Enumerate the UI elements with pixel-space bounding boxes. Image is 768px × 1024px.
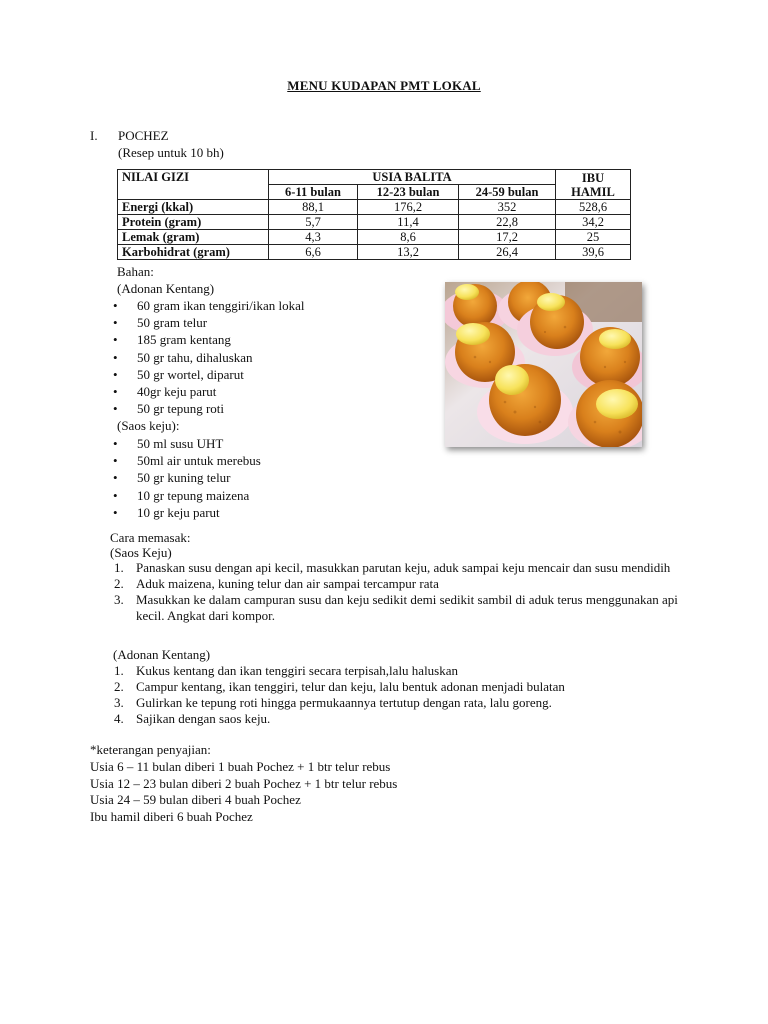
table-cell: 352 xyxy=(459,200,556,215)
list-item: • 50 gr tahu, dihaluskan xyxy=(110,349,305,366)
cara-memasak-heading: Cara memasak: xyxy=(110,530,191,545)
table-cell: 11,4 xyxy=(358,215,459,230)
keterangan-line: Usia 24 – 59 bulan diberi 4 buah Pochez xyxy=(90,792,301,807)
table-header-usia-balita: USIA BALITA xyxy=(269,170,556,185)
table-cell: 34,2 xyxy=(556,215,631,230)
list-item: • 50 gram telur xyxy=(110,314,305,331)
step-text: Panaskan susu dengan api kecil, masukkan parutan keju, aduk sampai keju mencair dan susu mendidih xyxy=(136,560,671,575)
table-cell: 17,2 xyxy=(459,230,556,245)
saos-keju-steps-heading: (Saos Keju) xyxy=(110,545,172,560)
step-text: Masukkan ke dalam campuran susu dan keju sedikit demi sedikit sambil di aduk terus menggunakan api kecil. Angkat dari kompor. xyxy=(136,592,678,623)
pochez-photo xyxy=(445,282,642,447)
row-label: Lemak (gram) xyxy=(118,230,269,245)
table-header-ibu-hamil: IBU HAMIL xyxy=(556,170,631,200)
list-item: 2. Campur kentang, ikan tenggiri, telur dan keju, lalu bentuk adonan menjadi bulatan xyxy=(114,679,565,694)
saos-keju-heading: (Saos keju): xyxy=(117,418,180,433)
table-cell: 13,2 xyxy=(358,245,459,260)
table-row xyxy=(118,200,631,215)
table-subheader: 12-23 bulan xyxy=(358,185,459,200)
list-item: • 10 gr keju parut xyxy=(110,504,261,521)
list-item: 1. Kukus kentang dan ikan tenggiri secara terpisah,lalu haluskan xyxy=(114,663,459,678)
saos-keju-steps xyxy=(110,560,680,624)
table-cell: 25 xyxy=(556,230,631,245)
adonan-kentang-heading: (Adonan Kentang) xyxy=(117,281,215,296)
row-label: Energi (kkal) xyxy=(118,200,269,215)
table-row xyxy=(118,245,631,260)
table-cell: 176,2 xyxy=(358,200,459,215)
list-item: • 40gr keju parut xyxy=(110,383,305,400)
list-item: 2. Aduk maizena, kuning telur dan air sampai tercampur rata xyxy=(114,576,439,591)
table-subheader: 6-11 bulan xyxy=(269,185,358,200)
keterangan-line: Usia 12 – 23 bulan diberi 2 buah Pochez + 1 btr telur rebus xyxy=(90,776,398,791)
list-item: 3. Gulirkan ke tepung roti hingga permukaannya tertutup dengan rata, lalu goreng. xyxy=(114,695,552,710)
adonan-kentang-steps-heading: (Adonan Kentang) xyxy=(113,647,211,662)
table-cell: 4,3 xyxy=(269,230,358,245)
row-label: Protein (gram) xyxy=(118,215,269,230)
table-cell: 8,6 xyxy=(358,230,459,245)
list-item: • 50 gr tepung roti xyxy=(110,400,305,417)
adonan-kentang-steps xyxy=(110,663,680,727)
list-item: 3. Masukkan ke dalam campuran susu dan keju sedikit demi sedikit sambil di aduk terus menggunakan api kecil. Angkat dari kompor. xyxy=(114,592,678,623)
keterangan-heading: *keterangan penyajian: xyxy=(90,742,211,757)
list-item: • 10 gr tepung maizena xyxy=(110,487,261,504)
list-item: • 50ml air untuk merebus xyxy=(110,452,261,469)
table-subheader: 24-59 bulan xyxy=(459,185,556,200)
table-cell: 5,7 xyxy=(269,215,358,230)
section-number: I. xyxy=(90,128,98,143)
step-text: Campur kentang, ikan tenggiri, telur dan keju, lalu bentuk adonan menjadi bulatan xyxy=(136,679,565,694)
list-item: 1. Panaskan susu dengan api kecil, masukkan parutan keju, aduk sampai keju mencair dan susu mendidih xyxy=(114,560,671,575)
table-header-nilai-gizi: NILAI GIZI xyxy=(118,170,269,200)
step-text: Gulirkan ke tepung roti hingga permukaannya tertutup dengan rata, lalu goreng. xyxy=(136,695,552,710)
bahan-heading: Bahan: xyxy=(117,264,154,279)
section-subtitle: (Resep untuk 10 bh) xyxy=(118,145,224,160)
document-title: MENU KUDAPAN PMT LOKAL xyxy=(287,78,481,93)
list-item: • 50 ml susu UHT xyxy=(110,435,261,452)
table-cell: 88,1 xyxy=(269,200,358,215)
saos-ingredient-list xyxy=(110,435,261,521)
section-name: POCHEZ xyxy=(118,128,169,143)
list-item: • 50 gr wortel, diparut xyxy=(110,366,305,383)
table-cell: 6,6 xyxy=(269,245,358,260)
step-text: Sajikan dengan saos keju. xyxy=(136,711,271,726)
list-item: • 50 gr kuning telur xyxy=(110,469,261,486)
adonan-ingredient-list xyxy=(110,297,305,417)
keterangan-line: Ibu hamil diberi 6 buah Pochez xyxy=(90,809,253,824)
keterangan-line: Usia 6 – 11 bulan diberi 1 buah Pochez + 1 btr telur rebus xyxy=(90,759,391,774)
list-item: 4. Sajikan dengan saos keju. xyxy=(114,711,271,726)
table-cell: 26,4 xyxy=(459,245,556,260)
table-cell: 22,8 xyxy=(459,215,556,230)
table-cell: 528,6 xyxy=(556,200,631,215)
list-item: • 60 gram ikan tenggiri/ikan lokal xyxy=(110,297,305,314)
table-cell: 39,6 xyxy=(556,245,631,260)
row-label: Karbohidrat (gram) xyxy=(118,245,269,260)
table-row xyxy=(118,230,631,245)
step-text: Aduk maizena, kuning telur dan air sampai tercampur rata xyxy=(136,576,439,591)
nutrition-table xyxy=(117,169,631,260)
list-item: • 185 gram kentang xyxy=(110,331,305,348)
table-row xyxy=(118,215,631,230)
step-text: Kukus kentang dan ikan tenggiri secara terpisah,lalu haluskan xyxy=(136,663,459,678)
